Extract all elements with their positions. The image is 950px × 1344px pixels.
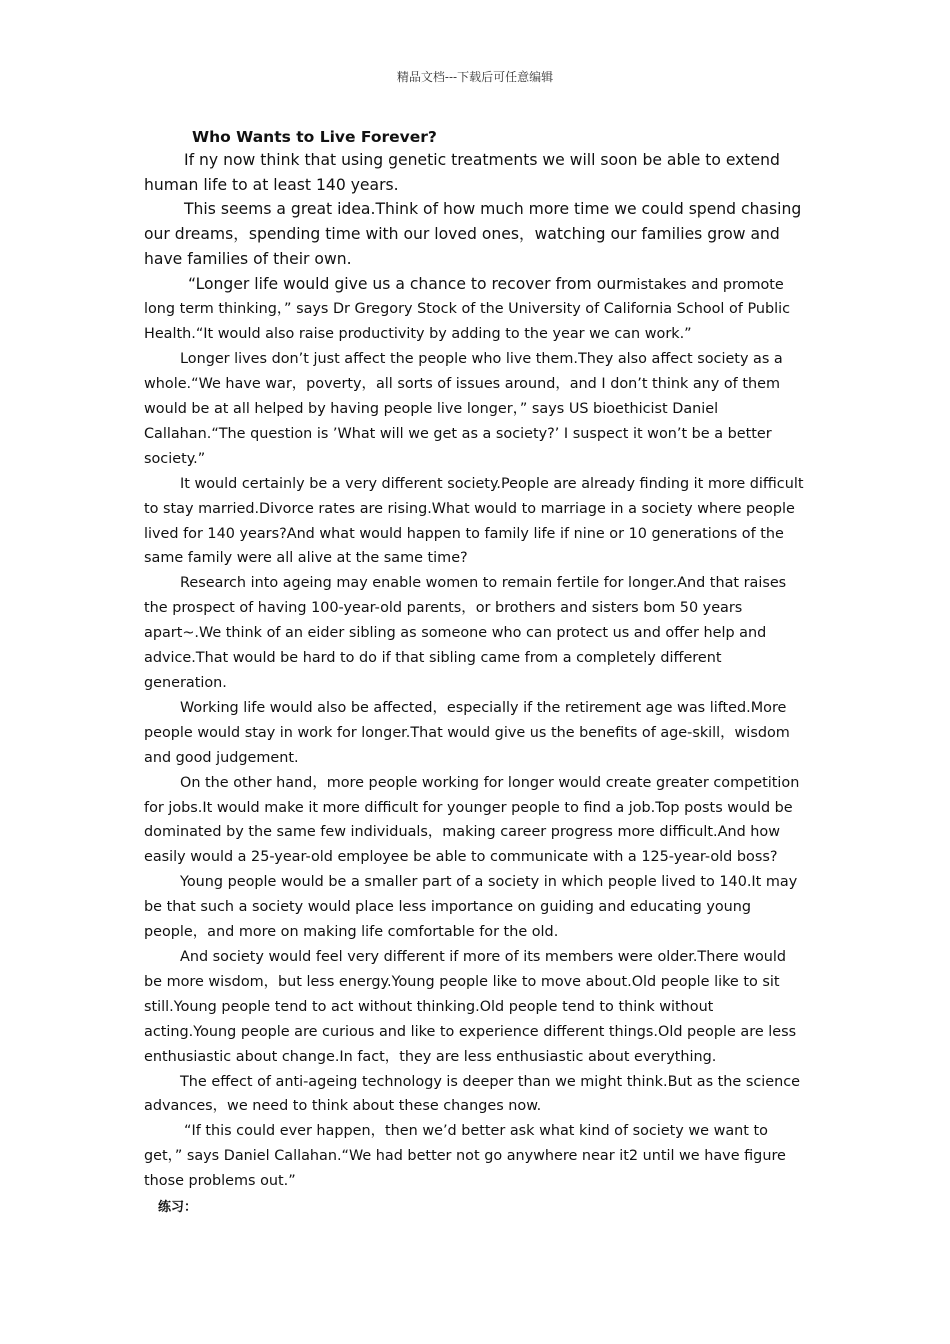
paragraph-6: Research into ageing may enable women to remain fertile for longer.And that raises the prospect of having 100-year-old parents，or brothers and sisters bom 50 years apart~.We think of an eider sibling as someone who can protect us and offer help and advice.That would be hard to do if that sibling came from a completely different generation.: [144, 575, 787, 692]
paragraph-8: On the other hand，more people working for longer would create greater competition for jobs.It would make it more difficult for younger people to find a job.Top posts would be dominated by the same few individuals，making career progress more difficult.And how easily would a 25-year-old employee be able to communicate with a 125-year-old boss?: [144, 774, 800, 866]
paragraph-11: The effect of anti-ageing technology is deeper than we might think.But as the science advances，we need to think about these changes now.: [144, 1073, 801, 1115]
paragraph-7: Working life would also be affected，especially if the retirement age was lifted.More people would stay in work for longer.That would give us the benefits of age-skill，wisdom and good judgement.: [144, 699, 790, 766]
paragraph-2: This seems a great idea.Think of how much more time we could spend chasing our dreams，spending time with our loved ones，watching our families grow and have families of their own.: [144, 200, 802, 268]
paragraph-3-lead: “Longer life would give us a chance to recover from our: [188, 274, 623, 293]
paragraph-3-rest: mistakes and promote long term thinking，” says Dr Gregory Stock of the University of California School of Public Health.“It would also raise productivity by adding to the year we can work.”: [144, 276, 791, 343]
article-body: [144, 126, 808, 1220]
paragraph-9: Young people would be a smaller part of a society in which people lived to 140.It may be that such a society would place less importance on guiding and educating young people，and more on making life comfortable for the old.: [144, 874, 798, 941]
exercise-label: 练习：: [158, 1200, 198, 1216]
paragraph-12: “If this could ever happen，then we’d better ask what kind of society we want to get，” says Daniel Callahan.“We had better not go anywhere near it2 until we have figure those problems out.”: [144, 1123, 786, 1190]
paragraph-10: And society would feel very different if more of its members were older.There would be more wisdom，but less energy.Young people like to move about.Old people like to sit still.Young people tend to act without thinking.Old people tend to think without acting.Young people are curious and like to experience different things.Old people are less enthusiastic about change.In fact，they are less enthusiastic about everything.: [144, 948, 797, 1065]
paragraph-4: Longer lives don’t just affect the people who live them.They also affect society as a whole.“We have war，poverty，all sorts of issues around，and I don’t think any of them would be at all helped by having people live longer，” says US bioethicist Daniel Callahan.“The question is ’What will we get as a society?’ I suspect it won’t be a better society.”: [144, 351, 783, 467]
page-header: 精品文档---下载后可任意编辑: [396, 70, 554, 84]
paragraph-3: [144, 272, 808, 348]
article-title: Who Wants to Live Forever?: [192, 128, 437, 146]
paragraph-5: It would certainly be a very different society.People are already finding it more difficult to stay married.Divorce rates are rising.What would to marriage in a society where people lived for 140 years?And what would happen to family life if nine or 10 generations of the same family were all alive at the same time?: [144, 475, 804, 567]
paragraph-1: If ny now think that using genetic treatments we will soon be able to extend human life to at least 140 years.: [144, 151, 780, 194]
